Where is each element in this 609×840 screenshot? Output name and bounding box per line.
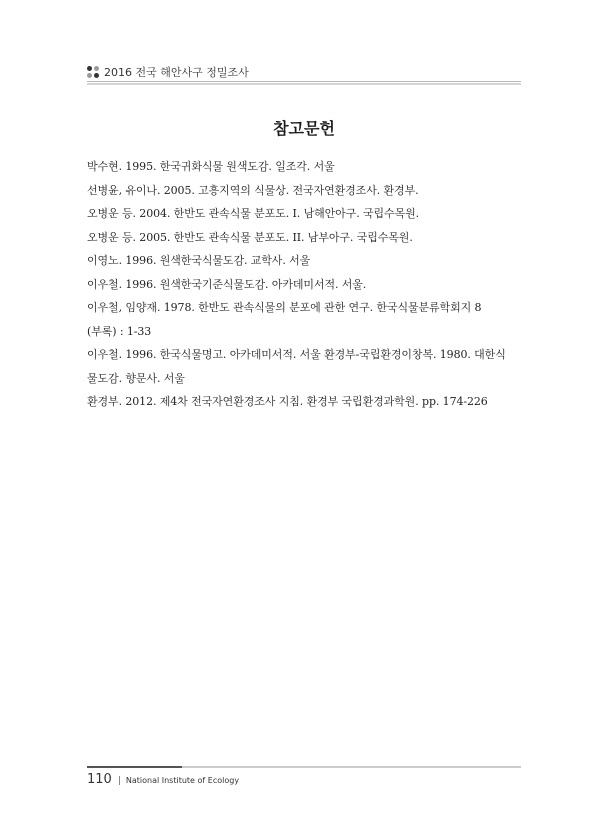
reference-entry [87,249,527,273]
page-number: 110 [87,772,112,787]
footer-separator: | [117,776,121,786]
header-divider [87,81,521,85]
reference-line: 이우철. 1996. 한국식물명고. 아카데미서적. 서울 환경부-국립환경이창복. 1980. 대한식 [87,348,506,361]
bullet-dot [87,73,92,78]
section-title: 참고문헌 [273,119,335,138]
institute-name: National Institute of Ecology [125,776,240,785]
reference-entry [87,273,527,297]
reference-line: 환경부. 2012. 제4차 전국자연환경조사 지침. 환경부 국립환경과학원. pp. 174-226 [87,395,488,408]
reference-line: 이영노. 1996. 원색한국식물도감. 교학사. 서울 [87,254,311,267]
reference-line: 선병윤, 유이나. 2005. 고흥지역의 식물상. 전국자연환경조사. 환경부. [87,183,419,197]
bullet-dot [87,66,92,71]
reference-entry [87,179,527,203]
reference-line: 이우철. 1996. 원색한국기준식물도감. 아카데미서적. 서울. [87,277,367,291]
reference-entry [87,390,527,414]
running-header [87,64,249,80]
reference-list [87,155,527,414]
header-title: 2016 전국 해안사구 정밀조사 [104,66,249,79]
reference-entry [87,202,527,226]
bullet-dot [94,66,99,71]
reference-entry [87,296,527,343]
reference-line: 오병운 등. 2004. 한반도 관속식물 분포도. I. 남해안아구. 국립수목원. [87,207,420,220]
footer-divider [87,766,521,768]
bullet-dot [94,73,99,78]
reference-entry [87,226,527,250]
page-footer [87,772,239,787]
reference-entry [87,343,527,390]
reference-line: (부록) : 1-33 [87,324,152,338]
footer-divider-accent [87,766,182,768]
header-bullet-icon [87,66,99,78]
reference-line: 이우철, 임양재. 1978. 한반도 관속식물의 분포에 관한 연구. 한국식물분류학회지 8 [87,301,482,314]
reference-line: 박수현. 1995. 한국귀화식물 원색도감. 일조각. 서울 [87,160,335,173]
reference-line: 오병운 등. 2005. 한반도 관속식물 분포도. II. 남부아구. 국립수목원. [87,230,413,244]
reference-entry [87,155,527,179]
reference-line: 물도감. 향문사. 서울 [87,371,185,385]
